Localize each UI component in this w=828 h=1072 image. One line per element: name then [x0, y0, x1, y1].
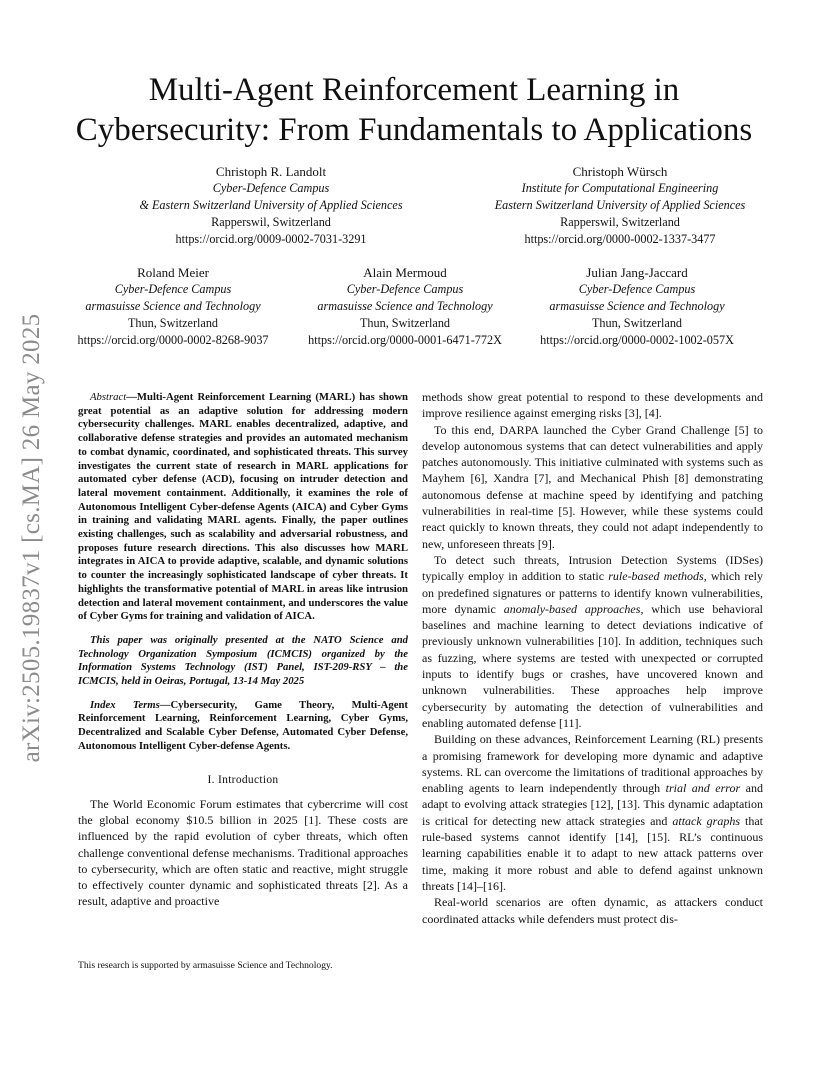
text-run: , which use behavioral baselines and machine learning to detect deviations indicative of previously unknown vulnerabilities [10]. In addition, techniques such as fuzzing, where systems are tested with unexpected or corrupted inputs to identify bugs or crashes, have uncovered known and unknown vulnerabilities. These approaches help improve cybersecurity by automating the detection of vulnerabilities and enabling automated defense [11]. — [422, 601, 763, 730]
author-location: Thun, Switzerland — [359, 316, 451, 330]
intro-paragraph: The World Economic Forum estimates that cybercrime will cost the global economy $10.5 billion in 2025 [1]. These costs are influenced by the rapid evolution of cyber threats, which often challenge conventional defense mechanisms. Traditional approaches to cybersecurity, which are often static and reactive, might struggle to effectively counter dynamic and sophisticated threats [2]. As a result, adaptive and proactive — [78, 796, 408, 909]
index-terms-label: Index Terms — [90, 698, 160, 711]
title-line-1: Multi-Agent Reinforcement Learning in — [148, 72, 680, 108]
emphasis: rule-based methods — [608, 569, 704, 584]
author-affiliation: Cyber-Defence Campus — [346, 282, 464, 296]
author-affiliation: armasuisse Science and Technology — [317, 299, 493, 313]
author-block — [290, 264, 520, 349]
author-orcid[interactable]: https://orcid.org/0000-0001-6471-772X — [308, 333, 502, 347]
paragraph: To this end, DARPA launched the Cyber Grand Challenge [5] to develop autonomous systems that can detect vulnerabilities and apply patches autonomously. This initiative culminated with systems such as Mayhem [6], Xandra [7], and Mechanical Phish [8] demonstrating autonomous defense at machine speed by identifying and patching vulnerabilities in real-time [5]. However, while these systems could react quickly to known threats, they could not adapt independently to new, unforeseen threats [9]. — [422, 422, 763, 551]
author-name: Alain Mermoud — [363, 265, 447, 280]
text-run: To detect such threats, Intrusion Detection Systems (IDSes) typically employ in addition to static — [422, 552, 763, 584]
author-affiliation: Eastern Switzerland University of Applied Sciences — [494, 198, 746, 212]
author-location: Rapperswil, Switzerland — [211, 215, 331, 229]
author-affiliation: Cyber-Defence Campus — [114, 282, 232, 296]
author-block — [58, 264, 288, 349]
title-line-2: Cybersecurity: From Fundamentals to Applications — [75, 112, 753, 148]
right-column — [422, 389, 763, 927]
author-orcid[interactable]: https://orcid.org/0009-0002-7031-3291 — [175, 232, 367, 246]
paper-title — [40, 70, 788, 150]
author-block — [522, 264, 752, 349]
author-location: Thun, Switzerland — [127, 316, 219, 330]
emphasis: anomaly-based approaches — [503, 601, 641, 616]
author-affiliation: Cyber-Defence Campus — [212, 181, 330, 195]
emphasis: attack graphs — [672, 813, 741, 828]
paragraph — [422, 552, 763, 731]
author-affiliation: Cyber-Defence Campus — [578, 282, 696, 296]
index-terms — [78, 699, 408, 754]
paragraph — [422, 731, 763, 894]
author-affiliation: armasuisse Science and Technology — [549, 299, 725, 313]
author-orcid[interactable]: https://orcid.org/0000-0002-1337-3477 — [524, 232, 716, 246]
abstract-label: Abstract — [90, 391, 127, 403]
author-name: Christoph R. Landolt — [215, 164, 327, 179]
index-terms-text: —Cybersecurity, Game Theory, Multi-Agent Reinforcement Learning, Reinforcement Learning, Cyber Gyms, Decentralized and Scalable Cyber Defense, Automated Cyber Defense, Autonomous Intelligent Cyber-defense Agents. — [78, 698, 408, 752]
footnote: This research is supported by armasuisse Science and Technology. — [78, 960, 333, 971]
abstract-text: —Multi-Agent Reinforcement Learning (MARL) has shown great potential as an adaptive solution for addressing modern cybersecurity challenges. MARL enables decentralized, adaptive, and collaborative defense strategies and provides an automated mechanism to combat dynamic, coordinated, and sophisticated threats. This survey investigates the current state of research in MARL applications for automated cyber defense (ACD), focusing on intruder detection and lateral movement containment. Additionally, it examines the role of Autonomous Intelligent Cyber-defense Agents (AICA) and Cyber Gyms in training and validating MARL agents. Finally, the paper outlines existing challenges, such as scalability and adversarial robustness, and proposes future research directions. This also discusses how MARL integrates in AICA to provide adaptive, scalable, and dynamic solutions to counter the increasingly sophisticated landscape of cyber threats. It highlights the transformative potential of MARL in areas like intrusion detection and lateral movement containment, and underscores the value of Cyber Gyms for training and validation of AICA. — [78, 391, 408, 623]
text-run: Building on these advances, Reinforcement Learning (RL) presents a promising framework for developing more dynamic and adaptive systems. RL can overcome the limitations of traditional approaches by enabling agents to learn independently through — [422, 732, 763, 796]
author-affiliation: & Eastern Switzerland University of Applied Sciences — [139, 198, 403, 212]
text-run: , which rely on predefined signatures or patterns to identify known vulnerabilities, more dynamic — [422, 569, 764, 616]
author-name: Roland Meier — [137, 265, 209, 280]
paragraph: Real-world scenarios are often dynamic, as attackers conduct coordinated attacks while defenders must protect dis- — [422, 895, 763, 926]
author-orcid[interactable]: https://orcid.org/0000-0002-8268-9037 — [77, 333, 269, 347]
paragraph: methods show great potential to respond to these developments and improve resilience against emerging risks [3], [4]. — [422, 390, 763, 421]
left-column — [78, 391, 408, 910]
author-name: Christoph Würsch — [572, 164, 668, 179]
abstract — [78, 391, 408, 624]
author-block — [470, 163, 770, 248]
author-location: Rapperswil, Switzerland — [560, 215, 680, 229]
presentation-note: This paper was originally presented at the NATO Science and Technology Organization Symposium (ICMCIS) organized by the Information Systems Technology (IST) Panel, IST-209-RSY – the ICMCIS, held in Oeiras, Portugal, 13-14 May 2025 — [78, 633, 408, 688]
text-run: that rule-based systems cannot identify [14], [15]. RL’s continuous learning capabilities enable it to adapt to new attack patterns over time, making it more robust and able to defend against unknown threats [14]–[16]. — [422, 813, 763, 893]
author-location: Thun, Switzerland — [591, 316, 683, 330]
author-affiliation: Institute for Computational Engineering — [521, 181, 719, 195]
arxiv-stamp: arXiv:2505.19837v1 [cs.MA] 26 May 2025 — [18, 313, 45, 763]
author-name: Julian Jang-Jaccard — [586, 265, 688, 280]
author-orcid[interactable]: https://orcid.org/0000-0002-1002-057X — [540, 333, 734, 347]
section-heading: I. Introduction — [207, 773, 279, 786]
text-run: and adapt to evolving attack strategies [12], [13]. This dynamic adaptation is critical for detecting new attack strategies and — [422, 781, 763, 828]
author-affiliation: armasuisse Science and Technology — [85, 299, 261, 313]
author-block — [121, 163, 421, 248]
emphasis: trial and error — [665, 781, 741, 796]
